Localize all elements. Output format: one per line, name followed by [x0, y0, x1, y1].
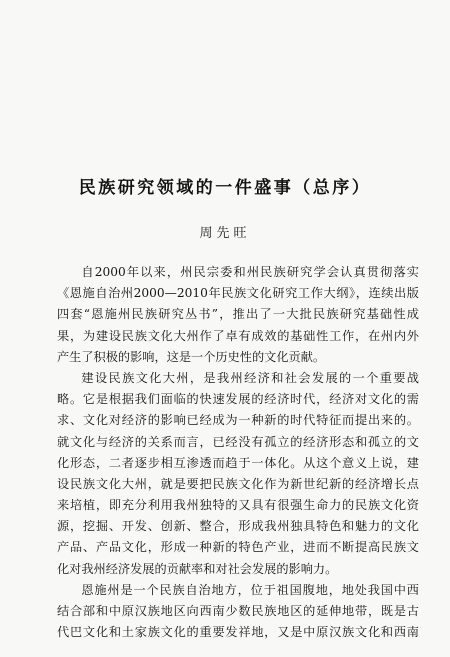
text-line: 《恩施自治州2000—2010年民族文化研究工作大纲》，连续出版	[57, 286, 419, 301]
text-line: 四套“恩施州民族研究丛书”，推出了一大批民族研究基础性成	[57, 307, 419, 322]
text-line: 就文化与经济的关系而言，已经没有孤立的经济形态和孤立的文	[57, 434, 419, 449]
text-line: 结合部和中原汉族地区向西南少数民族地区的延伸地带，既是古	[57, 604, 419, 618]
paragraph-2	[57, 368, 419, 580]
text-line: 来培植，即充分利用我州独特的又具有很强生命力的民族文化资	[57, 498, 419, 513]
author-name: 周先旺	[199, 226, 251, 241]
text-line: 恩施州是一个民族自治地方，位于祖国腹地，地处我国中西	[81, 582, 419, 597]
text-line: 求、文化对经济的影响已经成为一种新的时代特征而提出来的。	[57, 413, 419, 428]
text-line: 果，为建设民族文化大州作了卓有成效的基础性工作，在州内外	[57, 328, 419, 343]
text-line: 产生了积极的影响，这是一个历史性的文化贡献。	[57, 349, 326, 364]
text-line: 化形态，二者逐步相互渗透而趋于一体化。从这个意义上说，建	[57, 455, 419, 470]
text-line: 建设民族文化大州，是我州经济和社会发展的一个重要战	[81, 370, 419, 385]
text-line: 化对我州经济发展的贡献率和对社会发展的影响力。	[57, 561, 338, 576]
text-line: 产品、产品文化，形成一种新的特色产业，进而不断提高民族文	[57, 540, 419, 555]
text-line: 代巴文化和土家族文化的重要发祥地，又是中原汉族文化和西南	[57, 625, 419, 640]
chapter-title: 民族研究领域的一件盛事（总序）	[78, 178, 372, 198]
text-line: 自2000年以来，州民宗委和州民族研究学会认真贯彻落实	[81, 265, 419, 279]
text-line: 略。它是根据我们面临的快速发展的经济时代，经济对文化的需	[57, 392, 419, 407]
text-line: 设民族文化大州，就是要把民族文化作为新世纪新的经济增长点	[57, 476, 419, 491]
text-line: 源，挖掘、开发、创新、整合，形成我州独具特色和魅力的文化	[57, 519, 419, 534]
paragraph-1	[57, 262, 419, 368]
paragraph-3	[57, 580, 419, 644]
body-text	[57, 262, 419, 643]
